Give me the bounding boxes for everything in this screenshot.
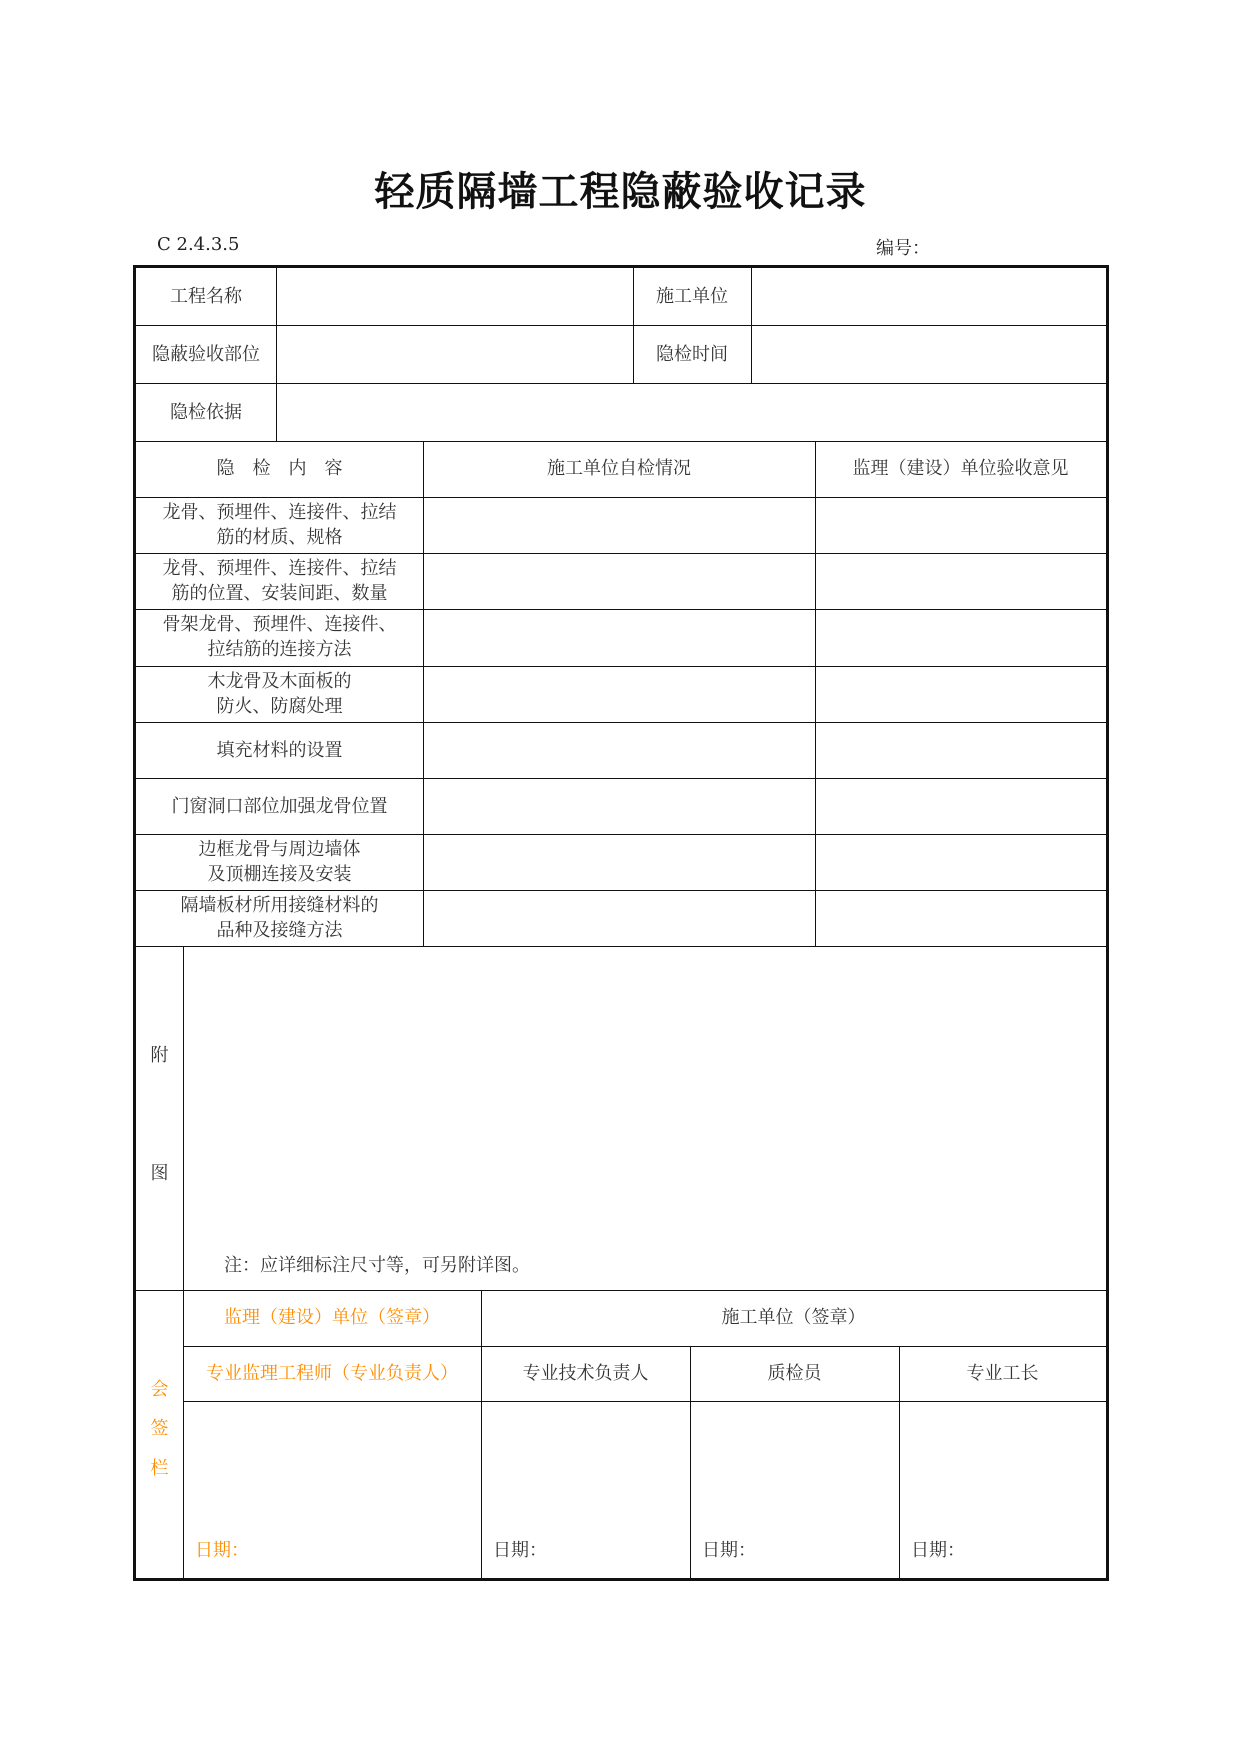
attachment-label-1: 附 bbox=[150, 1045, 169, 1066]
construction-unit-seal: 施工单位（签章） bbox=[721, 1307, 866, 1328]
engineer-date: 日期： bbox=[195, 1540, 249, 1561]
col-self-check-header: 施工单位自检情况 bbox=[547, 458, 691, 479]
tech-lead-date: 日期： bbox=[493, 1540, 547, 1561]
col-content-header: 隐 检 内 容 bbox=[216, 458, 343, 479]
attachment-label-2: 图 bbox=[150, 1163, 169, 1184]
table-row: 门窗洞口部位加强龙骨位置 bbox=[171, 796, 388, 817]
signoff-label-3: 栏 bbox=[150, 1458, 169, 1479]
tech-lead-label: 专业技术负责人 bbox=[522, 1363, 649, 1384]
table-row: 木龙骨及木面板的 防火、防腐处理 bbox=[207, 671, 352, 717]
engineer-label: 专业监理工程师（专业负责人） bbox=[206, 1363, 458, 1384]
construction-unit-label: 施工单位 bbox=[656, 286, 728, 307]
project-name-label: 工程名称 bbox=[170, 286, 242, 307]
form-code: C 2.4.3.5 bbox=[157, 234, 240, 255]
table-row: 隔墙板材所用接缝材料的 品种及接缝方法 bbox=[180, 895, 379, 941]
signoff-label-1: 会 bbox=[150, 1379, 169, 1400]
inspector-label: 质检员 bbox=[767, 1363, 822, 1384]
foreman-label: 专业工长 bbox=[966, 1363, 1039, 1384]
attachment-note: 注：应详细标注尺寸等，可另附详图。 bbox=[224, 1255, 530, 1276]
basis-label: 隐检依据 bbox=[170, 402, 242, 423]
signoff-label-2: 签 bbox=[150, 1418, 169, 1439]
page-title: 轻质隔墙工程隐蔽验收记录 bbox=[374, 168, 867, 215]
table-row: 龙骨、预埋件、连接件、拉结 筋的位置、安装间距、数量 bbox=[162, 558, 397, 604]
record-table bbox=[133, 265, 1109, 1581]
foreman-date: 日期： bbox=[911, 1540, 965, 1561]
form-number-label: 编号： bbox=[876, 238, 930, 259]
location-label: 隐蔽验收部位 bbox=[152, 344, 260, 365]
table-row: 骨架龙骨、预埋件、连接件、 拉结筋的连接方法 bbox=[162, 614, 397, 660]
inspector-date: 日期： bbox=[702, 1540, 756, 1561]
table-row: 边框龙骨与周边墙体 及顶棚连接及安装 bbox=[198, 839, 361, 885]
table-row: 龙骨、预埋件、连接件、拉结 筋的材质、规格 bbox=[162, 502, 397, 548]
table-row: 填充材料的设置 bbox=[216, 740, 343, 761]
supervision-unit-seal: 监理（建设）单位（签章） bbox=[224, 1307, 440, 1328]
inspection-time-label: 隐检时间 bbox=[656, 344, 728, 365]
col-supervision-header: 监理（建设）单位验收意见 bbox=[852, 458, 1069, 479]
